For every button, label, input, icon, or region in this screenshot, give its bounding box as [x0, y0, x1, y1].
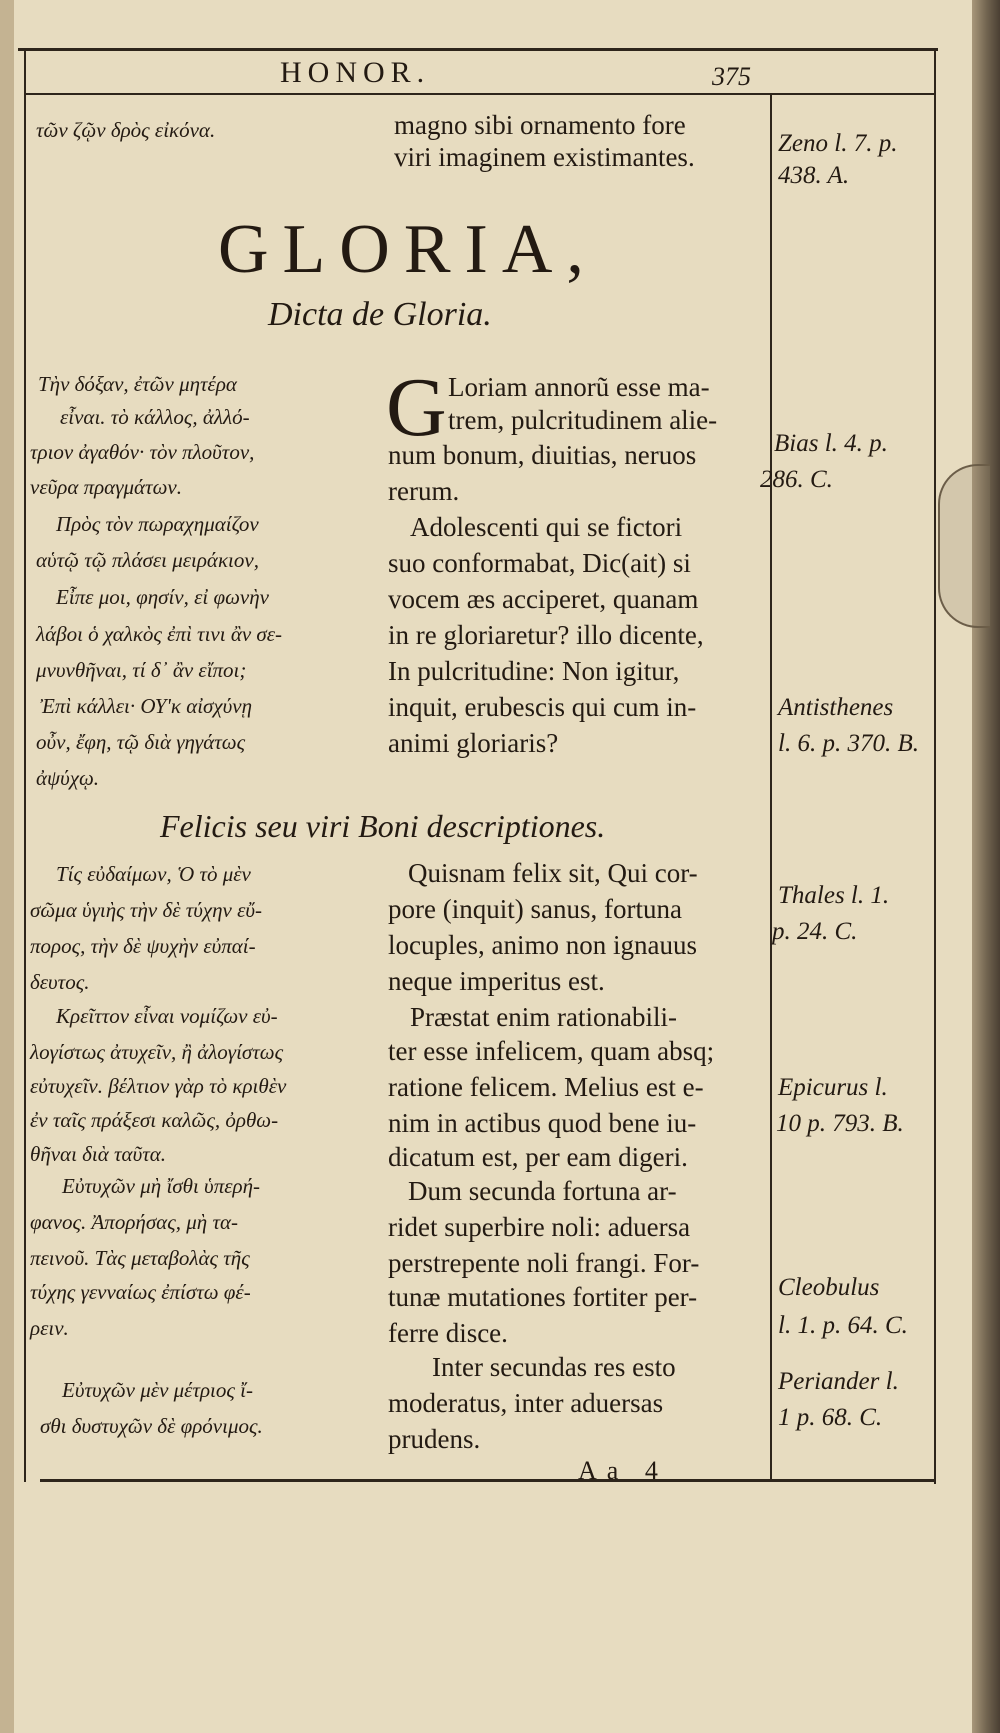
- margin-citation: p. 24. C.: [772, 918, 858, 945]
- latin-line: prudens.: [388, 1424, 481, 1454]
- latin-line: perstrepente noli frangi. For-: [388, 1248, 700, 1278]
- margin-citation: Thales l. 1.: [778, 882, 890, 909]
- latin-line: Adolescenti qui se fictori: [410, 512, 683, 542]
- drop-cap: G: [386, 361, 447, 454]
- margin-citation: l. 6. p. 370. B.: [778, 730, 919, 757]
- clasp-mark: [938, 464, 990, 628]
- page-subtitle: Dicta de Gloria.: [268, 296, 492, 333]
- latin-line: Quisnam felix sit, Qui cor-: [408, 858, 698, 888]
- margin-citation: Epicurus l.: [778, 1074, 888, 1101]
- latin-line: in re gloriaretur? illo dicente,: [388, 620, 704, 650]
- latin-line: viri imaginem existimantes.: [394, 142, 695, 172]
- frame-bottom-rule: [40, 1479, 936, 1482]
- book-spine: [972, 0, 1000, 1733]
- greek-line: πορος, τὴν δὲ ψυχὴν εὐπαί-: [30, 934, 256, 958]
- greek-line: θῆναι διὰ ταῦτα.: [30, 1142, 166, 1166]
- latin-line: rerum.: [388, 476, 460, 506]
- section-heading: Felicis seu viri Boni descriptiones.: [160, 808, 606, 844]
- latin-line: inquit, erubescis qui cum in-: [388, 692, 697, 722]
- header-underline: [24, 93, 936, 95]
- greek-line: ἐν ταῖς πράξεσι καλῶς, ὀρθω-: [30, 1108, 279, 1132]
- greek-line: εὐτυχεῖν. βέλτιον γὰρ τὸ κριθὲν: [30, 1074, 287, 1098]
- latin-line: ratione felicem. Melius est e-: [388, 1072, 704, 1102]
- running-head: HONOR.: [280, 56, 431, 89]
- frame-top-rule: [18, 48, 938, 51]
- latin-line: moderatus, inter aduersas: [388, 1388, 664, 1418]
- greek-line: Ἐπὶ κάλλει· ΟΥ'κ αἰσχύνῃ: [40, 694, 253, 718]
- latin-line: tunæ mutationes fortiter per-: [388, 1282, 698, 1312]
- page-number: 375: [712, 62, 751, 91]
- greek-line: φανος. Ἀπορήσας, μὴ τα-: [30, 1210, 238, 1234]
- margin-citation: Periander l.: [778, 1368, 899, 1395]
- greek-line: λογίστως ἀτυχεῖν, ἢ ἀλογίστως: [30, 1040, 284, 1064]
- greek-line: Εὐτυχῶν μὲν μέτριος ἴ-: [62, 1378, 253, 1402]
- margin-citation: 438. A.: [778, 162, 850, 189]
- margin-column-rule: [770, 95, 772, 1479]
- greek-line: αὑτῷ τῷ πλάσει μειράκιον,: [36, 548, 259, 572]
- margin-citation: Zeno l. 7. p.: [778, 130, 898, 157]
- latin-line: Inter secundas res esto: [432, 1352, 676, 1382]
- latin-line: suo conformabat, Dic(ait) si: [388, 548, 691, 578]
- greek-line: τῶν ζῷν δρὸς εἰκόνα.: [36, 118, 216, 142]
- greek-line: Πρὸς τὸν πωραχημαίζον: [56, 512, 259, 536]
- margin-citation: 1 p. 68. C.: [778, 1404, 883, 1431]
- latin-line: pore (inquit) sanus, fortuna: [388, 894, 682, 924]
- greek-line: Εὐτυχῶν μὴ ἴσθι ὑπερή-: [62, 1174, 260, 1198]
- printer-signature: Aa 4: [578, 1456, 668, 1485]
- greek-line: Εἶπε μοι, φησίν, εἰ φωνὴν: [56, 585, 269, 609]
- latin-line: ridet superbire noli: aduersa: [388, 1212, 691, 1242]
- scan-background-left: [0, 0, 14, 1733]
- latin-line: dicatum est, per eam digeri.: [388, 1142, 688, 1172]
- latin-line: Dum secunda fortuna ar-: [408, 1176, 677, 1206]
- greek-line: εἶναι. τὸ κάλλος, ἀλλό-: [60, 405, 250, 429]
- greek-line: πεινοῦ. Τὰς μεταβολὰς τῆς: [30, 1246, 250, 1270]
- margin-citation: Cleobulus: [778, 1274, 880, 1301]
- latin-line: animi gloriaris?: [388, 728, 559, 758]
- latin-line: neque imperitus est.: [388, 966, 605, 996]
- greek-line: ἀψύχῳ.: [36, 766, 100, 790]
- greek-line: νεῦρα πραγμάτων.: [30, 475, 182, 499]
- greek-line: Τίς εὐδαίμων, Ὁ τὸ μὲν: [56, 862, 251, 886]
- latin-line: num bonum, diuitias, neruos: [388, 440, 697, 470]
- latin-line: magno sibi ornamento fore: [394, 110, 686, 140]
- margin-citation: 286. C.: [760, 466, 833, 493]
- latin-line: ferre disce.: [388, 1318, 508, 1348]
- page-title: GLORIA,: [218, 211, 598, 288]
- latin-line: vocem æs acciperet, quanam: [388, 584, 699, 614]
- latin-line: locuples, animo non ignauus: [388, 930, 697, 960]
- greek-line: ρειν.: [30, 1316, 69, 1340]
- latin-line: trem, pulcritudinem alie-: [448, 405, 718, 435]
- frame-left-rule: [24, 48, 26, 1482]
- greek-line: Τὴν δόξαν, ἐτῶν μητέρα: [38, 372, 237, 396]
- margin-citation: 10 p. 793. B.: [776, 1110, 904, 1137]
- margin-citation: Bias l. 4. p.: [774, 430, 888, 457]
- latin-line: Præstat enim rationabili-: [410, 1002, 677, 1032]
- greek-line: μνυνθῆναι, τί δ᾽ ἂν εἴποι;: [36, 658, 247, 682]
- greek-line: σῶμα ὑγιὴς τὴν δὲ τύχην εὔ-: [30, 898, 263, 922]
- greek-line: τριον ἀγαθόν· τὸν πλοῦτον,: [30, 440, 255, 464]
- latin-line: In pulcritudine: Non igitur,: [388, 656, 680, 686]
- greek-line: λάβοι ὁ χαλκὸς ἐπὶ τινι ἂν σε-: [36, 622, 283, 646]
- margin-citation: l. 1. p. 64. C.: [778, 1312, 908, 1339]
- greek-line: τύχης γενναίως ἐπίστω φέ-: [30, 1280, 251, 1304]
- greek-line: δευτος.: [30, 970, 90, 994]
- greek-line: Κρεῖττον εἶναι νομίζων εὐ-: [56, 1004, 278, 1028]
- latin-line: Loriam annorũ esse ma-: [448, 372, 710, 402]
- margin-citation: Antisthenes: [778, 694, 894, 721]
- greek-line: οὖν, ἔφη, τῷ διὰ γηγάτως: [36, 730, 246, 754]
- latin-line: nim in actibus quod bene iu-: [388, 1108, 697, 1138]
- frame-right-rule: [934, 48, 936, 1484]
- latin-line: ter esse infelicem, quam absq;: [388, 1036, 715, 1066]
- greek-line: σθι δυστυχῶν δὲ φρόνιμος.: [40, 1414, 263, 1438]
